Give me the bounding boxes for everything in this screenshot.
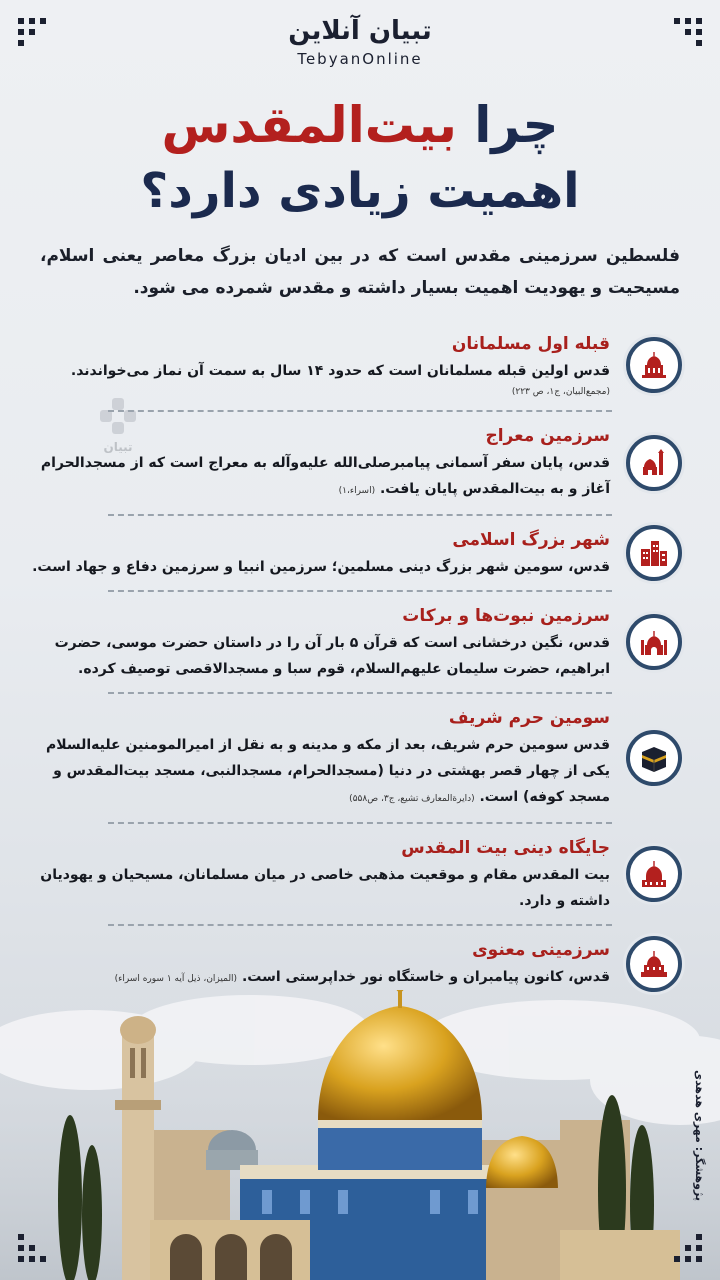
list-item-land-of-prophecies	[28, 602, 692, 682]
item-title: سومین حرم شریف	[448, 708, 610, 728]
divider	[108, 590, 612, 592]
logo-text-fa: تبیان آنلاین	[288, 16, 432, 46]
item-reference: (دایرة‌المعارف تشیع، ج۳، ص۵۵۸)	[349, 794, 475, 804]
list-item-land-of-miraj	[28, 422, 692, 504]
corner-ornament-bottom-right	[674, 1234, 702, 1262]
researcher-credit: پژوهشگر: مهری هدهدی	[693, 1070, 706, 1201]
list-item-religious-status	[28, 834, 692, 914]
item-reference: (المیزان، ذیل آیه ۱ سوره اسراء)	[114, 974, 238, 984]
item-title: جایگاه دینی بیت المقدس	[401, 838, 610, 858]
dome-of-the-rock-illustration	[0, 990, 720, 1280]
list-item-third-holy-sanctuary	[28, 704, 692, 812]
item-text: قدس، سومین شهر بزرگ دینی مسلمین؛ سرزمین انبیا و سرزمین دفاع و جهاد است.	[32, 559, 610, 575]
item-reference: (اسراء،۱)	[338, 486, 376, 496]
shrine-icon	[626, 936, 682, 992]
divider	[108, 514, 612, 516]
minaret-icon	[626, 435, 682, 491]
tebyan-logo	[0, 14, 720, 68]
list-item-first-qibla	[28, 330, 692, 400]
city-icon	[626, 525, 682, 581]
item-text: قدس، نگین درخشانی است که قرآن ۵ بار آن را در داستان حضرت موسی، حضرت ابراهیم، حضرت سلیمان علیهم‌السلام، قوم سبا و مسجدالاقصی توصیف کرده.	[54, 635, 610, 677]
item-text: قدس سومین حرم شریف، بعد از مکه و مدینه و به نقل از امیرالمومنین علیه‌السلام یکی از چهار قصر بهشتی در دنیا (مسجدالحرام، مسجدالنبی، مسجد بیت‌المقدس و مسجد کوفه) است. (دایرة‌المعارف تشیع، ج۳، ص۵۵۸)	[45, 737, 610, 805]
corner-ornament-bottom-left	[18, 1234, 46, 1262]
divider	[108, 822, 612, 824]
item-text: قدس، کانون پیامبران و خاستگاه نور خداپرستی است. (المیزان، ذیل آیه ۱ سوره اسراء)	[114, 969, 610, 985]
item-title: سرزمینی معنوی	[472, 940, 610, 960]
title-word-beitolmoghaddas: بیت‌المقدس	[161, 96, 457, 154]
dome-icon	[626, 846, 682, 902]
reasons-list	[28, 330, 692, 992]
item-text: قدس، پایان سفر آسمانی پیامبرصلی‌الله علیه‌وآله به معراج است که از مسجدالحرام آغاز و به بیت‌المقدس پایان یافت. (اسراء،۱)	[40, 455, 610, 497]
divider	[108, 410, 612, 412]
mosque-icon	[626, 337, 682, 393]
divider	[108, 692, 612, 694]
title-word-chera: چرا	[474, 96, 559, 154]
item-title: شهر بزرگ اسلامی	[452, 530, 610, 550]
page-title	[0, 92, 720, 224]
list-item-spiritual-land	[28, 936, 692, 992]
dome-mosque-icon	[626, 614, 682, 670]
title-line-2: اهمیت زیادی دارد؟	[140, 163, 580, 219]
watermark-text: تبیان	[103, 440, 133, 454]
logo-text-en: TebyanOnline	[297, 50, 423, 68]
divider	[108, 924, 612, 926]
intro-paragraph: فلسطین سرزمینی مقدس است که در بین ادیان بزرگ معاصر یعنی اسلام، مسیحیت و یهودیت اهمیت بسیار داشته و مقدس شمرده می شود.	[40, 246, 680, 298]
item-reference: (مجمع‌البیان، ج۱، ص ۲۲۳)	[511, 387, 610, 397]
item-title: سرزمین معراج	[485, 426, 610, 446]
item-title: سرزمین نبوت‌ها و برکات	[402, 606, 610, 626]
list-item-great-islamic-city	[28, 526, 692, 580]
item-text: بیت المقدس مقام و موقعیت مذهبی خاصی در میان مسلمانان، مسیحیان و یهودیان داشته و دارد.	[40, 867, 610, 909]
item-title: قبله اول مسلمانان	[451, 334, 610, 354]
item-text: قدس اولین قبله مسلمانان است که حدود ۱۴ سال به سمت آن نماز می‌خواندند.	[70, 363, 610, 379]
kaaba-icon	[626, 730, 682, 786]
